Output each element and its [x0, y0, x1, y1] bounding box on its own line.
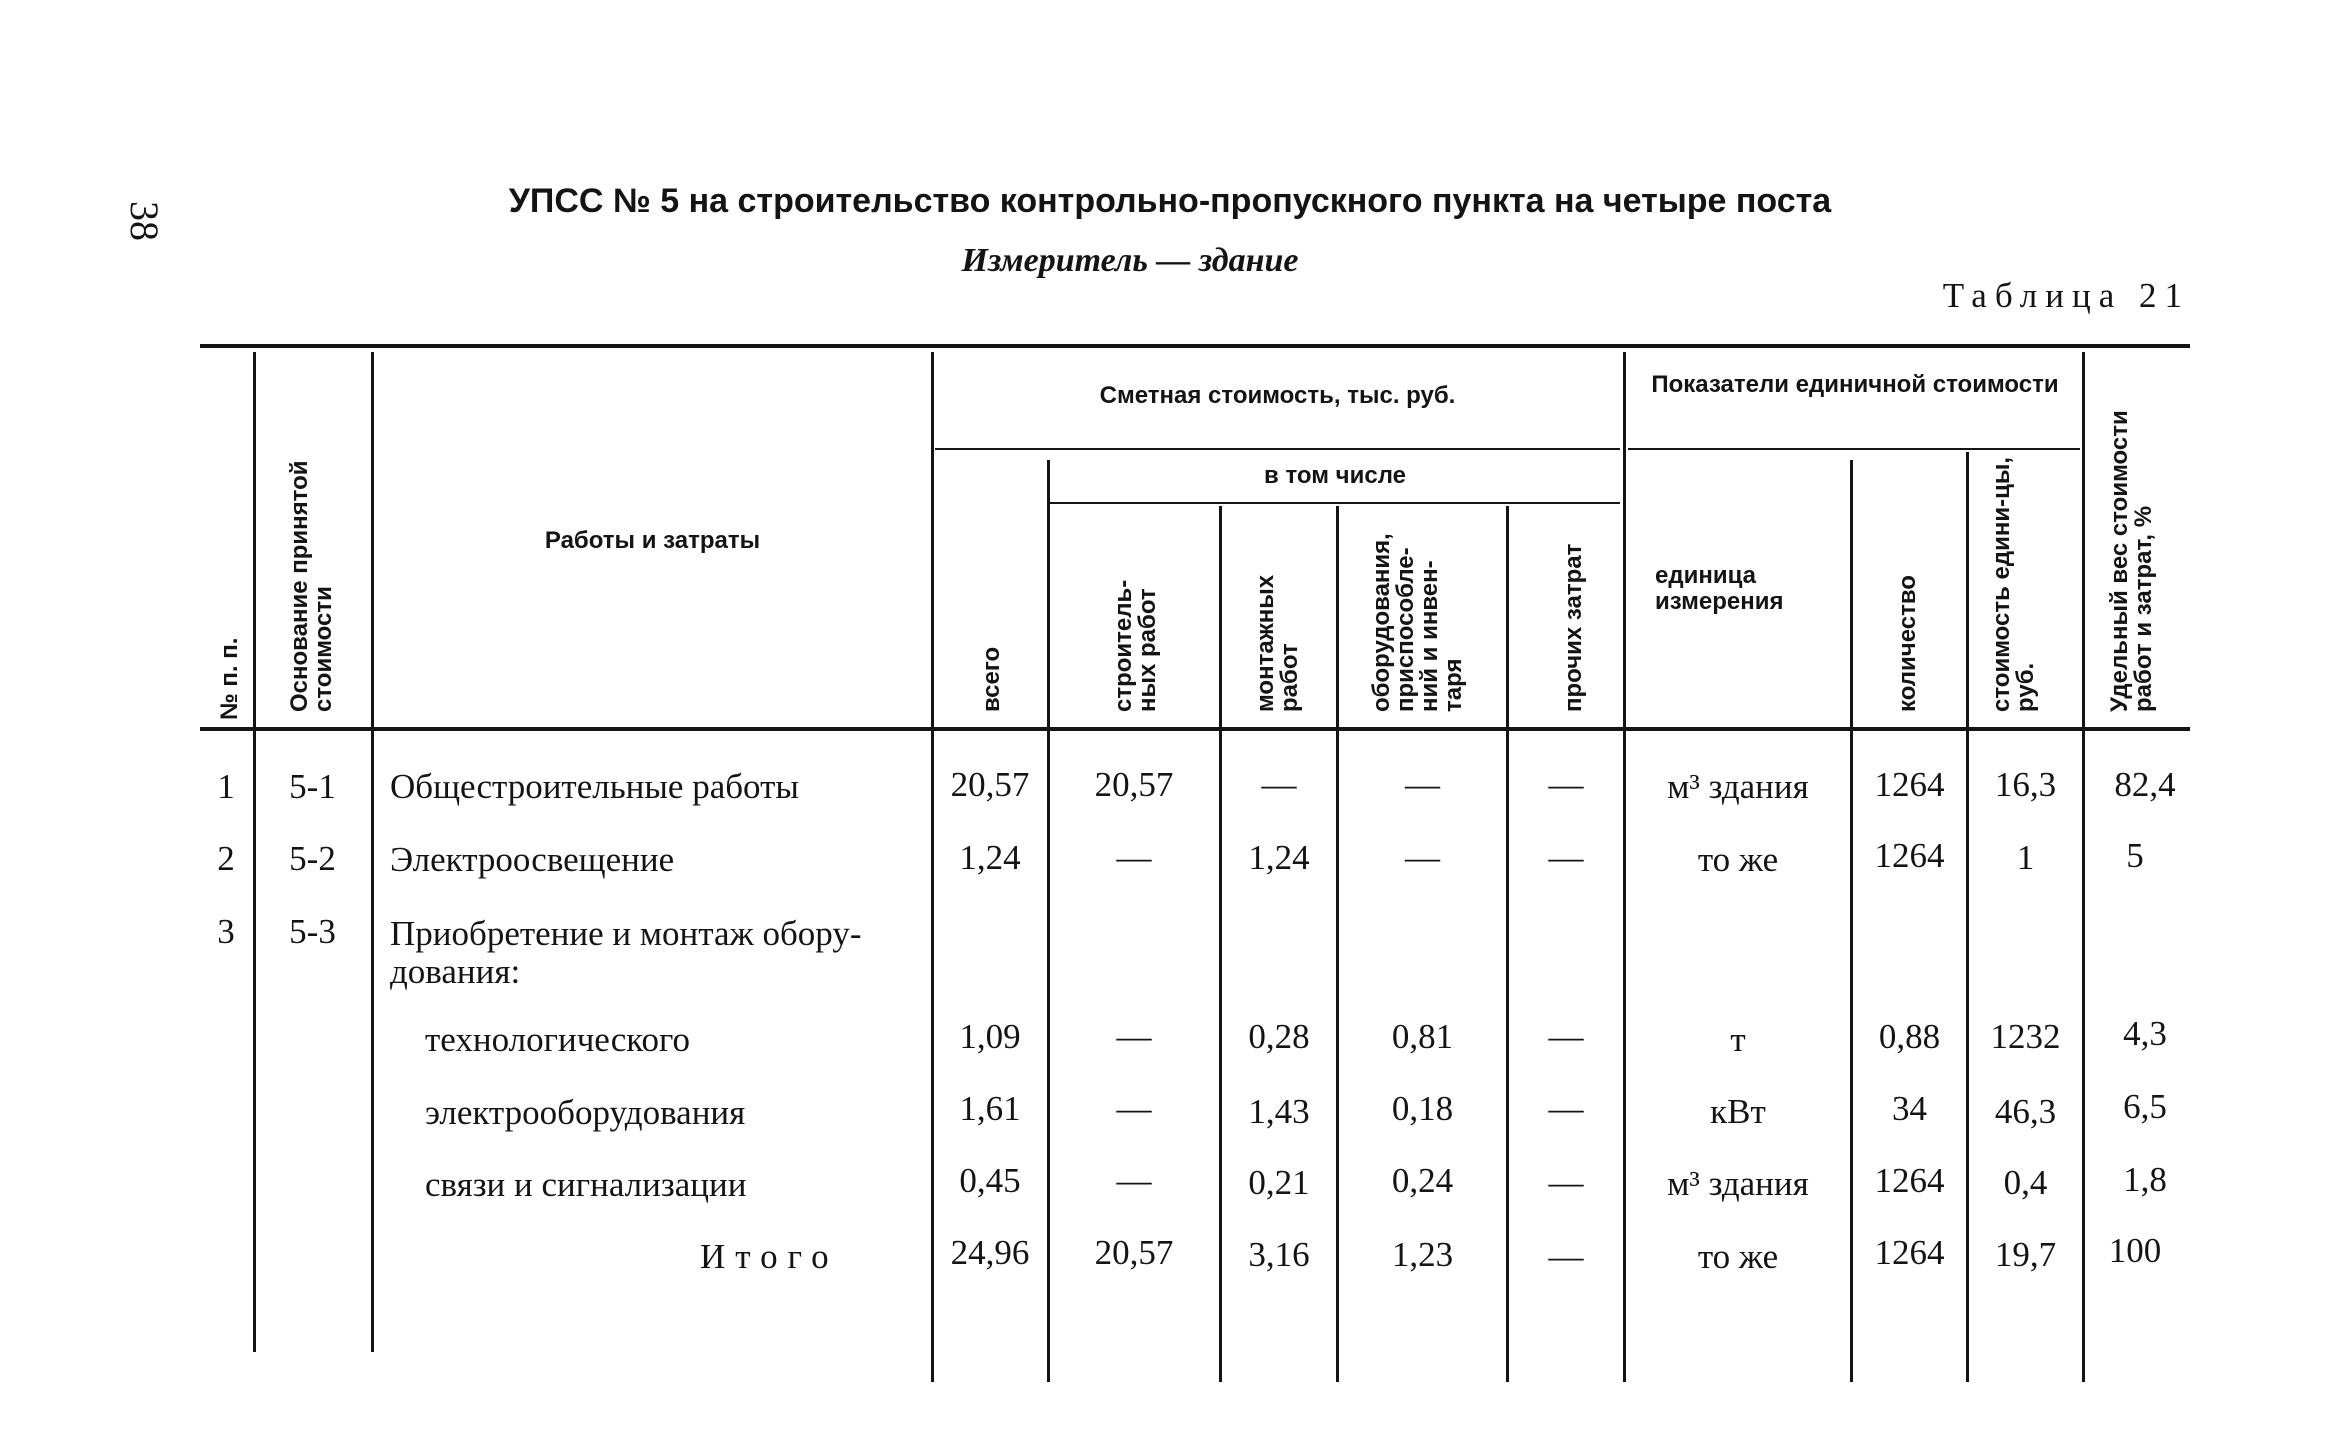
- row-qty: 0,88: [1878, 1017, 1941, 1056]
- row-name-continuation: дования:: [390, 952, 521, 991]
- header-unit-indicators: Показатели единичной стоимости: [1651, 371, 2059, 398]
- page-number: 38: [122, 201, 167, 241]
- row-other: —: [1548, 1089, 1584, 1128]
- row-other: —: [1548, 838, 1584, 877]
- row-unit: м³ здания: [1667, 767, 1809, 806]
- row-name: Электроосвещение: [390, 840, 675, 879]
- row-cost: 19,7: [1994, 1235, 2057, 1274]
- row-name: Приобретение и монтаж обору-: [390, 914, 862, 953]
- row-other: —: [1548, 1017, 1584, 1056]
- row-equipment: 0,81: [1391, 1017, 1454, 1056]
- header-unit-cost: стоимость едини-цы, руб.: [1988, 457, 2039, 712]
- row-qty: 1264: [1874, 1233, 1945, 1272]
- row-total: 20,57: [950, 765, 1030, 804]
- row-name: технологического: [425, 1020, 690, 1059]
- row-num: 2: [217, 839, 235, 878]
- row-share: 6,5: [2123, 1087, 2167, 1126]
- row-unit: то же: [1697, 1237, 1779, 1276]
- row-name: Итого: [700, 1237, 839, 1276]
- row-name: Общестроительные работы: [390, 767, 799, 806]
- header-construction: строитель-ных работ: [1110, 579, 1161, 712]
- row-equipment: 0,24: [1391, 1161, 1454, 1200]
- table-label: Таблица 21: [1942, 276, 2190, 315]
- row-other: —: [1548, 1163, 1584, 1202]
- header-num: № п. п.: [216, 637, 243, 720]
- header-unit: единица измерения: [1655, 562, 1784, 615]
- row-cost: 0,4: [2003, 1163, 2048, 1202]
- row-construction: 20,57: [1094, 1233, 1174, 1272]
- row-share: 1,8: [2123, 1160, 2167, 1199]
- row-share: 4,3: [2123, 1014, 2167, 1053]
- row-total: 1,09: [959, 1017, 1021, 1056]
- row-assembly: 1,24: [1248, 838, 1310, 877]
- row-num: 3: [217, 912, 235, 951]
- header-other: прочих затрат: [1560, 543, 1587, 712]
- row-share: 82,4: [2114, 765, 2176, 804]
- header-assembly: монтажных работ: [1252, 574, 1303, 712]
- row-cost: 46,3: [1994, 1092, 2057, 1131]
- row-assembly: —: [1261, 765, 1297, 804]
- row-num: 1: [217, 767, 235, 806]
- row-other: —: [1548, 765, 1584, 804]
- row-total: 0,45: [959, 1161, 1021, 1200]
- header-quantity: количество: [1894, 575, 1921, 712]
- row-share: 5: [2126, 836, 2144, 875]
- header-works: Работы и затраты: [544, 527, 761, 554]
- row-unit: то же: [1697, 840, 1779, 879]
- row-qty: 1264: [1874, 836, 1945, 875]
- header-share: Удельный вес стоимости работ и затрат, %: [2106, 410, 2157, 712]
- row-share: 100: [2108, 1231, 2162, 1270]
- row-unit: т: [1730, 1020, 1746, 1059]
- row-unit: кВт: [1710, 1092, 1766, 1131]
- header-equipment: оборудования, приспособле-ний и инвен-таря: [1368, 533, 1467, 712]
- page-subtitle: Измеритель — здание: [961, 242, 1299, 279]
- row-unit: м³ здания: [1667, 1164, 1809, 1203]
- row-construction: —: [1116, 1089, 1152, 1128]
- row-equipment: 0,18: [1391, 1089, 1454, 1128]
- row-equipment: —: [1405, 765, 1440, 804]
- row-assembly: 1,43: [1248, 1092, 1310, 1131]
- row-qty: 1264: [1874, 765, 1945, 804]
- row-assembly: 0,21: [1248, 1163, 1310, 1202]
- row-basis: 5-3: [289, 912, 336, 951]
- row-total: 1,61: [959, 1089, 1021, 1128]
- row-name: электрооборудования: [425, 1093, 746, 1132]
- header-estimate: Сметная стоимость, тыс. руб.: [1099, 382, 1456, 409]
- row-construction: —: [1116, 1161, 1152, 1200]
- row-qty: 34: [1892, 1089, 1927, 1128]
- row-cost: 1: [2016, 838, 2035, 877]
- row-assembly: 0,28: [1248, 1017, 1310, 1056]
- row-cost: 16,3: [1994, 765, 2057, 804]
- row-construction: —: [1116, 1017, 1152, 1056]
- row-qty: 1264: [1874, 1161, 1945, 1200]
- row-equipment: —: [1405, 838, 1440, 877]
- row-basis: 5-1: [289, 767, 336, 806]
- row-construction: —: [1116, 838, 1152, 877]
- row-basis: 5-2: [289, 839, 336, 878]
- row-total: 24,96: [950, 1233, 1030, 1272]
- row-total: 1,24: [959, 838, 1021, 877]
- row-name: связи и сигнализации: [425, 1165, 747, 1204]
- row-equipment: 1,23: [1391, 1235, 1454, 1274]
- row-construction: 20,57: [1094, 765, 1174, 804]
- page-title: УПСС № 5 на строительство контрольно-пропускного пункта на четыре поста: [508, 182, 1832, 220]
- row-assembly: 3,16: [1248, 1235, 1310, 1274]
- header-total: всего: [978, 646, 1005, 712]
- row-other: —: [1548, 1237, 1584, 1276]
- header-basis: Основание принятой стоимости: [286, 460, 337, 712]
- row-cost: 1232: [1990, 1017, 2061, 1056]
- header-including: в том числе: [1264, 462, 1406, 489]
